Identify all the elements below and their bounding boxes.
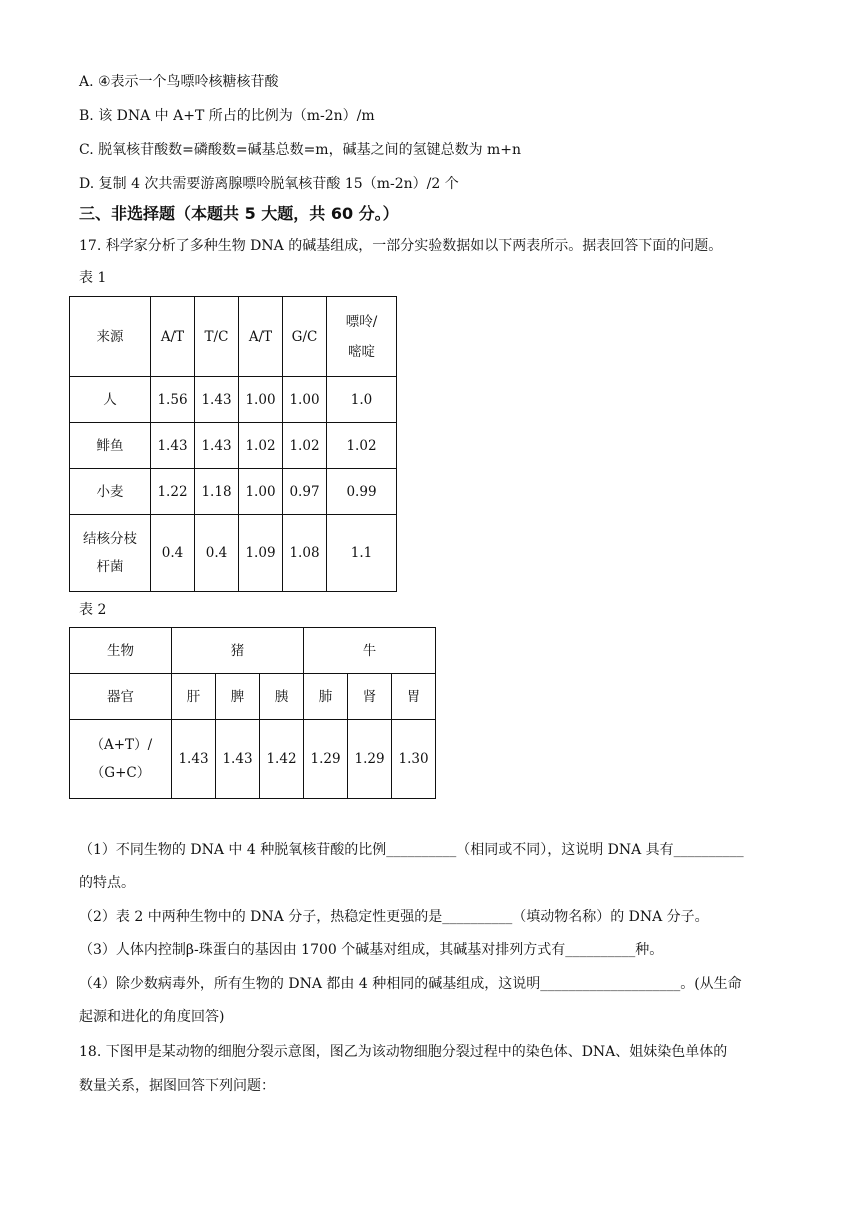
table-row [70,377,397,423]
table-row [70,515,397,592]
table-cell: 0.4 [195,515,239,592]
header-cell: A/T [151,297,195,377]
table-cell: 胰 [260,674,304,720]
header-cell: T/C [195,297,239,377]
table-cell: 肺 [304,674,348,720]
q17-sub1-line2: 的特点。 [79,875,135,891]
table-cell: 0.97 [283,469,327,515]
header-cell: A/T [239,297,283,377]
table2-label: 表 2 [79,602,107,618]
q17-sub4-line2: 起源和进化的角度回答) [79,1009,225,1025]
table-cell: 1.0 [327,377,397,423]
option-d: D. 复制 4 次共需要游离腺嘌呤脱氧核苷酸 15（m-2n）/2 个 [79,176,459,192]
table-cell: 生物 [70,628,172,674]
table-cell: 0.4 [151,515,195,592]
header-cell: 来源 [70,297,151,377]
q18-line2: 数量关系，据图回答下列问题： [79,1078,275,1094]
table-cell: 猪 [172,628,304,674]
table-cell: 胃 [392,674,436,720]
table-cell: 鲱鱼 [70,423,151,469]
table-cell: 0.99 [327,469,397,515]
table-cell: 脾 [216,674,260,720]
q17-sub1-line1: （1）不同生物的 DNA 中 4 种脱氧核苷酸的比例__________（相同或不同），这说明 DNA 具有__________ [79,842,744,858]
table-cell: 小麦 [70,469,151,515]
header-cell: 嘌呤/嘧啶 [327,297,397,377]
table-cell: （A+T）/（G+C） [70,720,172,799]
table-cell: 1.02 [283,423,327,469]
table-cell: 1.02 [239,423,283,469]
table-cell: 1.00 [239,469,283,515]
table-cell: 1.1 [327,515,397,592]
option-a: A. ④表示一个鸟嘌呤核糖核苷酸 [79,74,279,90]
q17-intro: 17. 科学家分析了多种生物 DNA 的碱基组成，一部分实验数据如以下两表所示。据表回答下面的问题。 [79,238,723,254]
table-cell: 结核分枝杆菌 [70,515,151,592]
table-cell: 1.42 [260,720,304,799]
option-c: C. 脱氧核苷酸数=磷酸数=碱基总数=m，碱基之间的氢键总数为 m+n [79,142,522,158]
table-cell: 1.00 [283,377,327,423]
q18-line1: 18. 下图甲是某动物的细胞分裂示意图，图乙为该动物细胞分裂过程中的染色体、DNA、姐妹染色单体的 [79,1044,728,1060]
table-cell: 1.02 [327,423,397,469]
table-row [70,423,397,469]
table-cell: 肾 [348,674,392,720]
table-cell: 1.30 [392,720,436,799]
table-cell: 1.18 [195,469,239,515]
table-cell: 1.43 [216,720,260,799]
table1-label: 表 1 [79,270,107,286]
table-cell: 1.29 [348,720,392,799]
option-b: B. 该 DNA 中 A+T 所占的比例为（m-2n）/m [79,108,375,124]
table-row [70,674,436,720]
table-row [70,720,436,799]
q17-sub3: （3）人体内控制β-珠蛋白的基因由 1700 个碱基对组成，其碱基对排列方式有__________种。 [79,942,664,958]
table-cell: 牛 [304,628,436,674]
table-cell: 1.29 [304,720,348,799]
header-cell: G/C [283,297,327,377]
table-cell: 人 [70,377,151,423]
table-row [70,469,397,515]
table-cell: 1.43 [151,423,195,469]
table-cell: 肝 [172,674,216,720]
table-row [70,628,436,674]
q17-sub2: （2）表 2 中两种生物中的 DNA 分子，热稳定性更强的是__________（填动物名称）的 DNA 分子。 [79,909,709,925]
table-cell: 1.43 [195,377,239,423]
table-cell: 1.22 [151,469,195,515]
table-cell: 1.09 [239,515,283,592]
table-cell: 器官 [70,674,172,720]
table-cell: 1.08 [283,515,327,592]
table-cell: 1.56 [151,377,195,423]
table-cell: 1.43 [172,720,216,799]
table-2 [69,627,436,799]
table-cell: 1.43 [195,423,239,469]
table-header-row [70,297,397,377]
section-heading: 三、非选择题（本题共 5 大题，共 60 分。） [79,204,399,223]
table-cell: 1.00 [239,377,283,423]
table-1 [69,296,397,592]
q17-sub4-line1: （4）除少数病毒外，所有生物的 DNA 都由 4 种相同的碱基组成，这说明____________________。(从生命 [79,976,742,992]
